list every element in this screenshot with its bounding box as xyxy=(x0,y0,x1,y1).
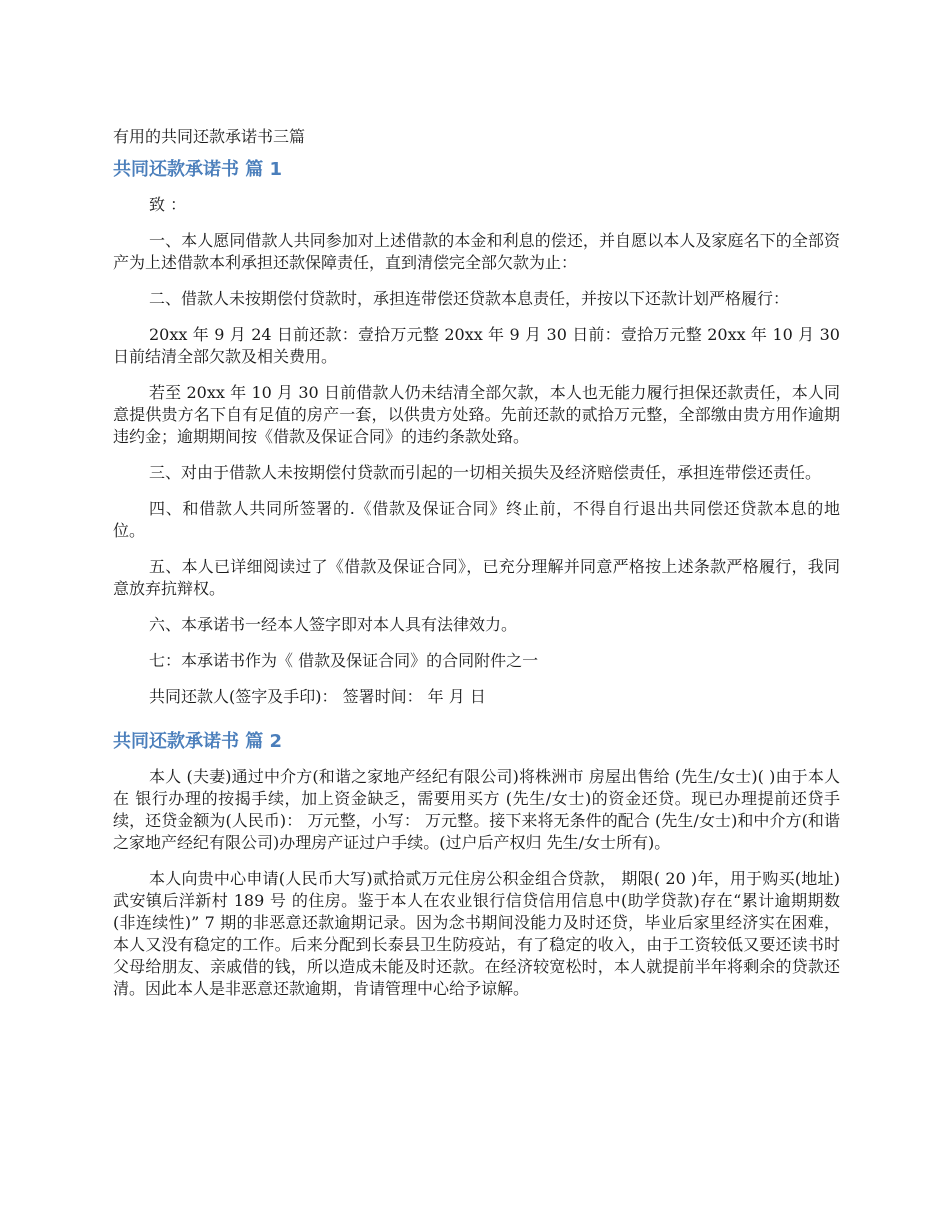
section-1-paragraph: 二、借款人未按期偿付贷款时，承担连带偿还贷款本息责任，并按以下还款计划严格履行： xyxy=(149,289,790,308)
section-2-paragraph: 本人 (夫妻)通过中介方(和谐之家地产经纪有限公司)将株洲市 房屋出售给 (先生/女士)( )由于本人在 银行办理的按揭手续，加上资金缺乏，需要用买方 (先生/女士)的资金还贷。现已办理提前还贷手续，还贷金额为(人民币)： 万元整，小写： 万元整。接下来将无条件的配合 (先生/女士)和中介方(和谐之家地产经纪有限公司)办理房产证过户手续。(过户后产权归 先生/女士所有)。 xyxy=(113,767,840,852)
document-title: 有用的共同还款承诺书三篇 xyxy=(113,127,306,146)
document-page xyxy=(113,124,840,1014)
section-1-paragraph: 20xx 年 9 月 24 日前还款：壹拾万元整 20xx 年 9 月 30 日前：壹拾万元整 20xx 年 10 月 30 日前结清全部欠款及相关费用。 xyxy=(113,325,840,366)
section-2-paragraph: 本人向贵中心申请(人民币大写)贰拾贰万元住房公积金组合贷款， 期限( 20 )年，用于购买(地址) 武安镇后洋新村 189 号 的住房。鉴于本人在农业银行信贷信用信息中(助学贷款)存在“累计逾期期数(非连续性)” 7 期的非恶意还款逾期记录。因为念书期间没能力及时还贷，毕业后家里经济实在困难，本人又没有稳定的工作。后来分配到长泰县卫生防疫站，有了稳定的收入，由于工资较低又要还读书时父母给朋友、亲戚借的钱，所以造成未能及时还款。在经济较宽松时，本人就提前半年将剩余的贷款还清。因此本人是非恶意还款逾期，肯请管理中心给予谅解。 xyxy=(113,869,840,998)
section-1-paragraph: 三、对由于借款人未按期偿付贷款而引起的一切相关损失及经济赔偿责任，承担连带偿还责任。 xyxy=(149,463,822,482)
section-1-paragraph: 若至 20xx 年 10 月 30 日前借款人仍未结清全部欠款，本人也无能力履行担保还款责任，本人同意提供贵方名下自有足值的房产一套，以供贵方处臵。先前还款的贰拾万元整，全部缴由贵方用作逾期违约金；逾期期间按《借款及保证合同》的违约条款处臵。 xyxy=(113,383,840,446)
section-1-paragraph: 七：本承诺书作为《 借款及保证合同》的合同附件之一 xyxy=(149,651,539,670)
section-1-paragraph: 一、本人愿同借款人共同参加对上述借款的本金和利息的偿还，并自愿以本人及家庭名下的全部资产为上述借款本利承担还款保障责任，直到清偿完全部欠款为止： xyxy=(113,231,840,272)
section-1-paragraph: 致 ： xyxy=(149,195,187,214)
section-1-paragraph: 五、本人已详细阅读过了《借款及保证合同》，已充分理解并同意严格按上述条款严格履行，我同意放弃抗辩权。 xyxy=(113,557,840,598)
section-2-heading: 共同还款承诺书 篇 2 xyxy=(113,731,283,752)
section-1-heading: 共同还款承诺书 篇 1 xyxy=(113,159,283,180)
section-1-paragraph: 六、本承诺书一经本人签字即对本人具有法律效力。 xyxy=(149,615,518,634)
signature-line: 共同还款人(签字及手印)： 签署时间： 年 月 日 xyxy=(149,687,486,706)
section-1-paragraph: 四、和借款人共同所签署的.《借款及保证合同》终止前，不得自行退出共同偿还贷款本息的地位。 xyxy=(113,499,840,540)
